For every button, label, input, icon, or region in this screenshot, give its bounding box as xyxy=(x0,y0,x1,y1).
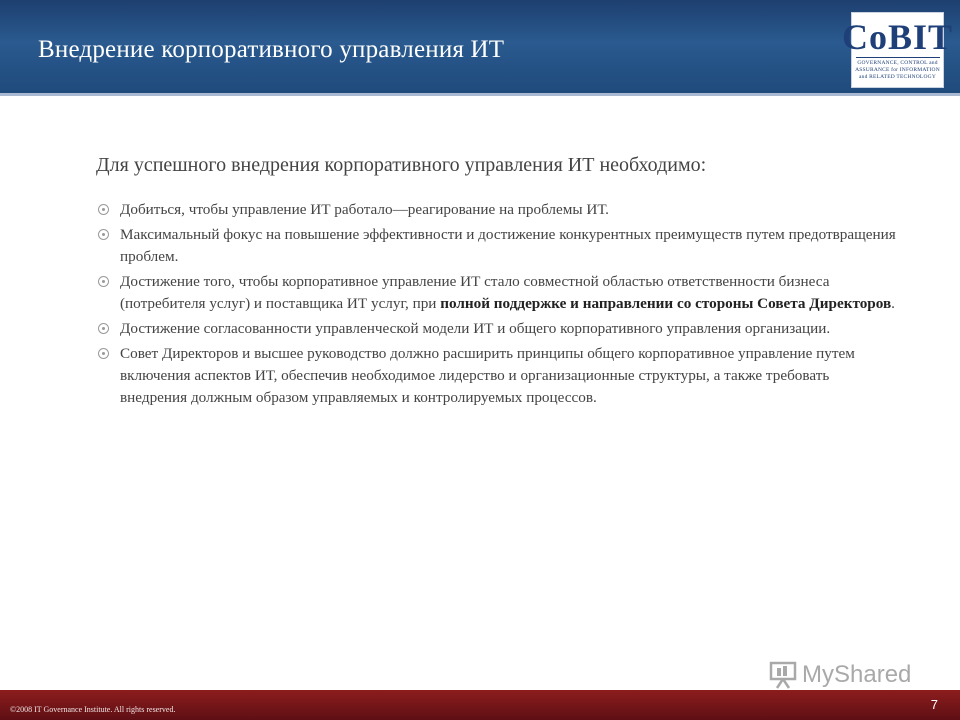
list-item xyxy=(96,318,896,340)
list-item xyxy=(96,224,896,268)
intro-text: Для успешного внедрения корпоративного управления ИТ необходимо: xyxy=(96,154,707,176)
list-item xyxy=(96,199,896,221)
bullet-text-end: . xyxy=(891,295,895,312)
logo-tagline: GOVERNANCE, CONTROL and ASSURANCE for INFORMATION and RELATED TECHNOLOGY xyxy=(855,60,940,80)
circle-bullet-icon xyxy=(98,323,109,334)
page-number: 7 xyxy=(930,697,938,712)
watermark-text: MyShared xyxy=(802,661,912,688)
bullet-text: Добиться, чтобы управление ИТ работало—реагирование на проблемы ИТ. xyxy=(120,201,609,218)
slide-footer xyxy=(0,690,960,720)
slide-body xyxy=(96,154,896,412)
circle-bullet-icon xyxy=(98,276,109,287)
slide-header xyxy=(0,0,960,96)
presentation-board-icon xyxy=(768,660,798,690)
cobit-logo xyxy=(841,12,954,88)
bullet-text: Достижение согласованности управленческой модели ИТ и общего корпоративного управления организации. xyxy=(120,320,831,337)
bullet-text: Достижение того, чтобы корпоративное управление ИТ стало совместной областью ответственности бизнеса (потребителя услуг) и поставщика ИТ услуг, при xyxy=(120,273,830,312)
slide-title: Внедрение корпоративного управления ИТ xyxy=(38,36,505,63)
circle-bullet-icon xyxy=(98,229,109,240)
circle-bullet-icon xyxy=(98,204,109,215)
circle-bullet-icon xyxy=(98,348,109,359)
myshared-watermark[interactable] xyxy=(768,658,928,692)
bullet-text: Совет Директоров и высшее руководство должно расширить принципы общего корпоративное управление путем включения аспектов ИТ, обеспечив необходимое лидерство и организационные структуры, а также требовать внедрения должным образом управляемых и контролируемых процессов. xyxy=(120,345,855,406)
list-item xyxy=(96,343,896,409)
bullet-list xyxy=(96,199,896,409)
bullet-text: Максимальный фокус на повышение эффективности и достижение конкурентных преимуществ путем предотвращения проблем. xyxy=(120,226,896,265)
list-item xyxy=(96,271,896,315)
bullet-emphasis: полной поддержке и направлении со стороны Совета Директоров xyxy=(440,295,892,312)
copyright-text: ©2008 IT Governance Institute. All rights reserved. xyxy=(10,705,176,714)
logo-divider xyxy=(856,57,940,58)
logo-wordmark: CoBIT xyxy=(841,17,954,57)
